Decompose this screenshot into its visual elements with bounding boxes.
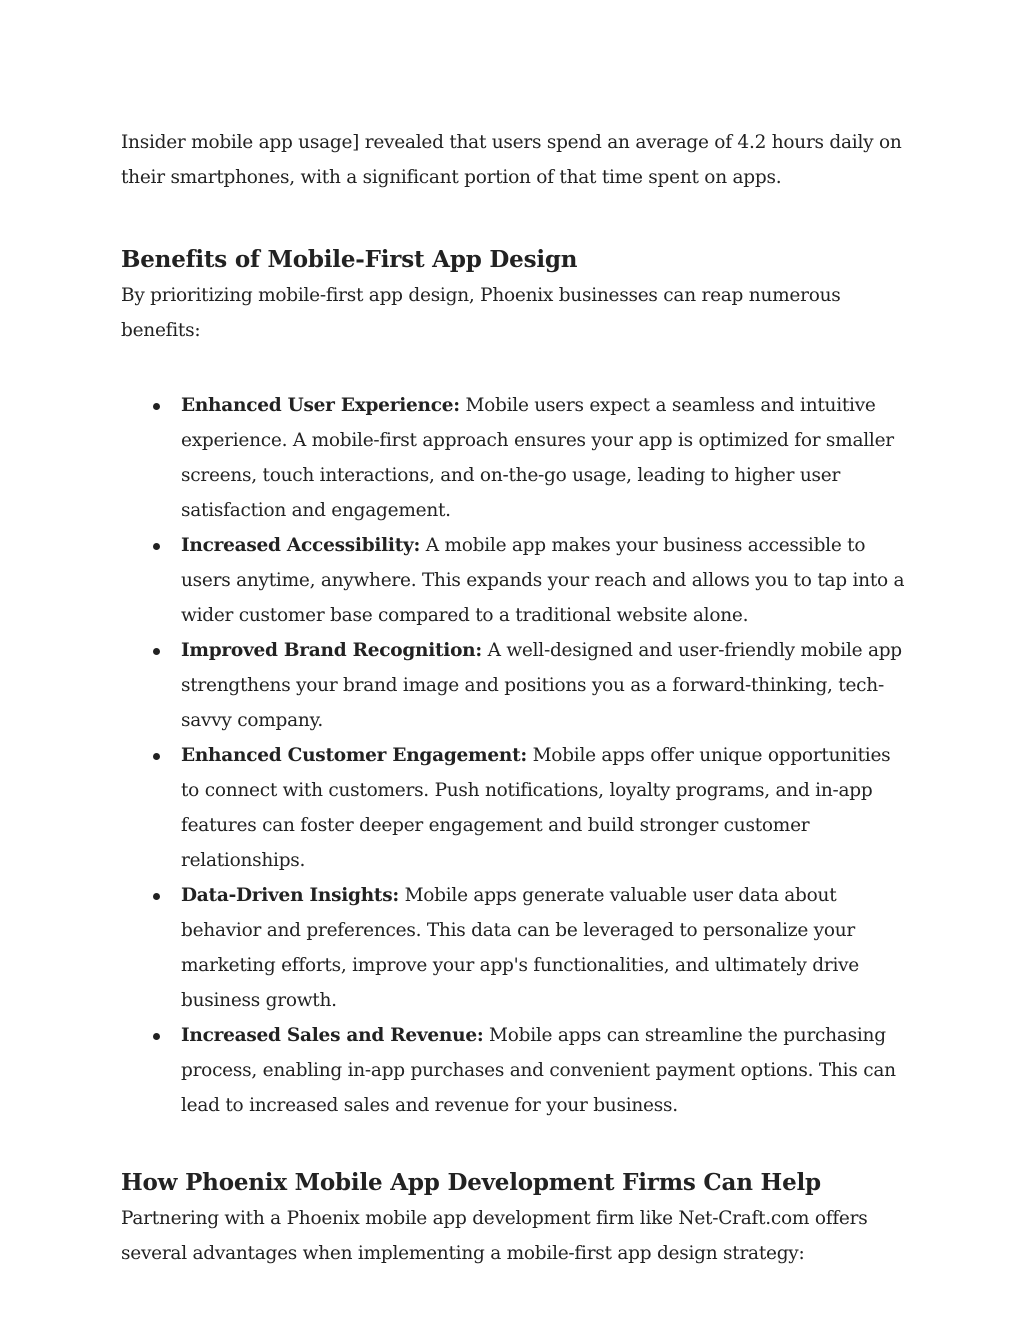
list-item-text: A mobile app makes your business accessible to users anytime, anywhere. This expands your reach and allows you to tap into a wider customer base compared to a traditional website alone. xyxy=(181,535,905,626)
list-item xyxy=(121,388,911,528)
list-item-title: Data-Driven Insights: xyxy=(181,885,399,906)
list-item-text: Mobile apps offer unique opportunities to connect with customers. Push notifications, loyalty programs, and in-app features can foster deeper engagement and build stronger customer relationships. xyxy=(181,745,891,871)
list-item-title: Improved Brand Recognition: xyxy=(181,640,482,661)
bullet-icon xyxy=(153,1033,160,1040)
list-item-text: A well-designed and user-friendly mobile app strengthens your brand image and positions you as a forward-thinking, tech-savvy company. xyxy=(181,640,902,731)
bullet-icon xyxy=(153,648,160,655)
benefits-list xyxy=(121,388,911,1123)
list-item-text: Mobile users expect a seamless and intuitive experience. A mobile-first approach ensures your app is optimized for smaller screens, touch interactions, and on-the-go usage, leading to higher user satisfaction and engagement. xyxy=(181,395,894,521)
list-item-text: Mobile apps generate valuable user data about behavior and preferences. This data can be leveraged to personalize your marketing efforts, improve your app's functionalities, and ultimately drive business growth. xyxy=(181,885,860,1011)
list-item-title: Increased Accessibility: xyxy=(181,535,421,556)
bullet-icon xyxy=(153,753,160,760)
bullet-icon xyxy=(153,543,160,550)
bullet-icon xyxy=(153,893,160,900)
section-body-benefits: By prioritizing mobile-first app design, Phoenix businesses can reap numerous benefits: xyxy=(121,285,841,341)
section-heading-how-firms-help: How Phoenix Mobile App Development Firms Can Help xyxy=(121,1169,821,1196)
section-body-how-firms-help: Partnering with a Phoenix mobile app development firm like Net-Craft.com offers several advantages when implementing a mobile-first app design strategy: xyxy=(121,1208,868,1264)
section-how-firms-help xyxy=(121,1168,911,1271)
list-item-title: Enhanced User Experience: xyxy=(181,395,460,416)
list-item-title: Enhanced Customer Engagement: xyxy=(181,745,527,766)
list-item xyxy=(121,528,911,633)
document-page xyxy=(121,125,911,1271)
list-item xyxy=(121,633,911,738)
list-item xyxy=(121,878,911,1018)
list-item xyxy=(121,738,911,878)
intro-paragraph: Insider mobile app usage] revealed that users spend an average of 4.2 hours daily on their smartphones, with a significant portion of that time spent on apps. xyxy=(121,132,902,188)
list-item xyxy=(121,1018,911,1123)
bullet-icon xyxy=(153,403,160,410)
list-item-title: Increased Sales and Revenue: xyxy=(181,1025,484,1046)
section-heading-benefits: Benefits of Mobile-First App Design xyxy=(121,246,578,273)
list-item-text: Mobile apps can streamline the purchasing process, enabling in-app purchases and convenient payment options. This can lead to increased sales and revenue for your business. xyxy=(181,1025,896,1116)
